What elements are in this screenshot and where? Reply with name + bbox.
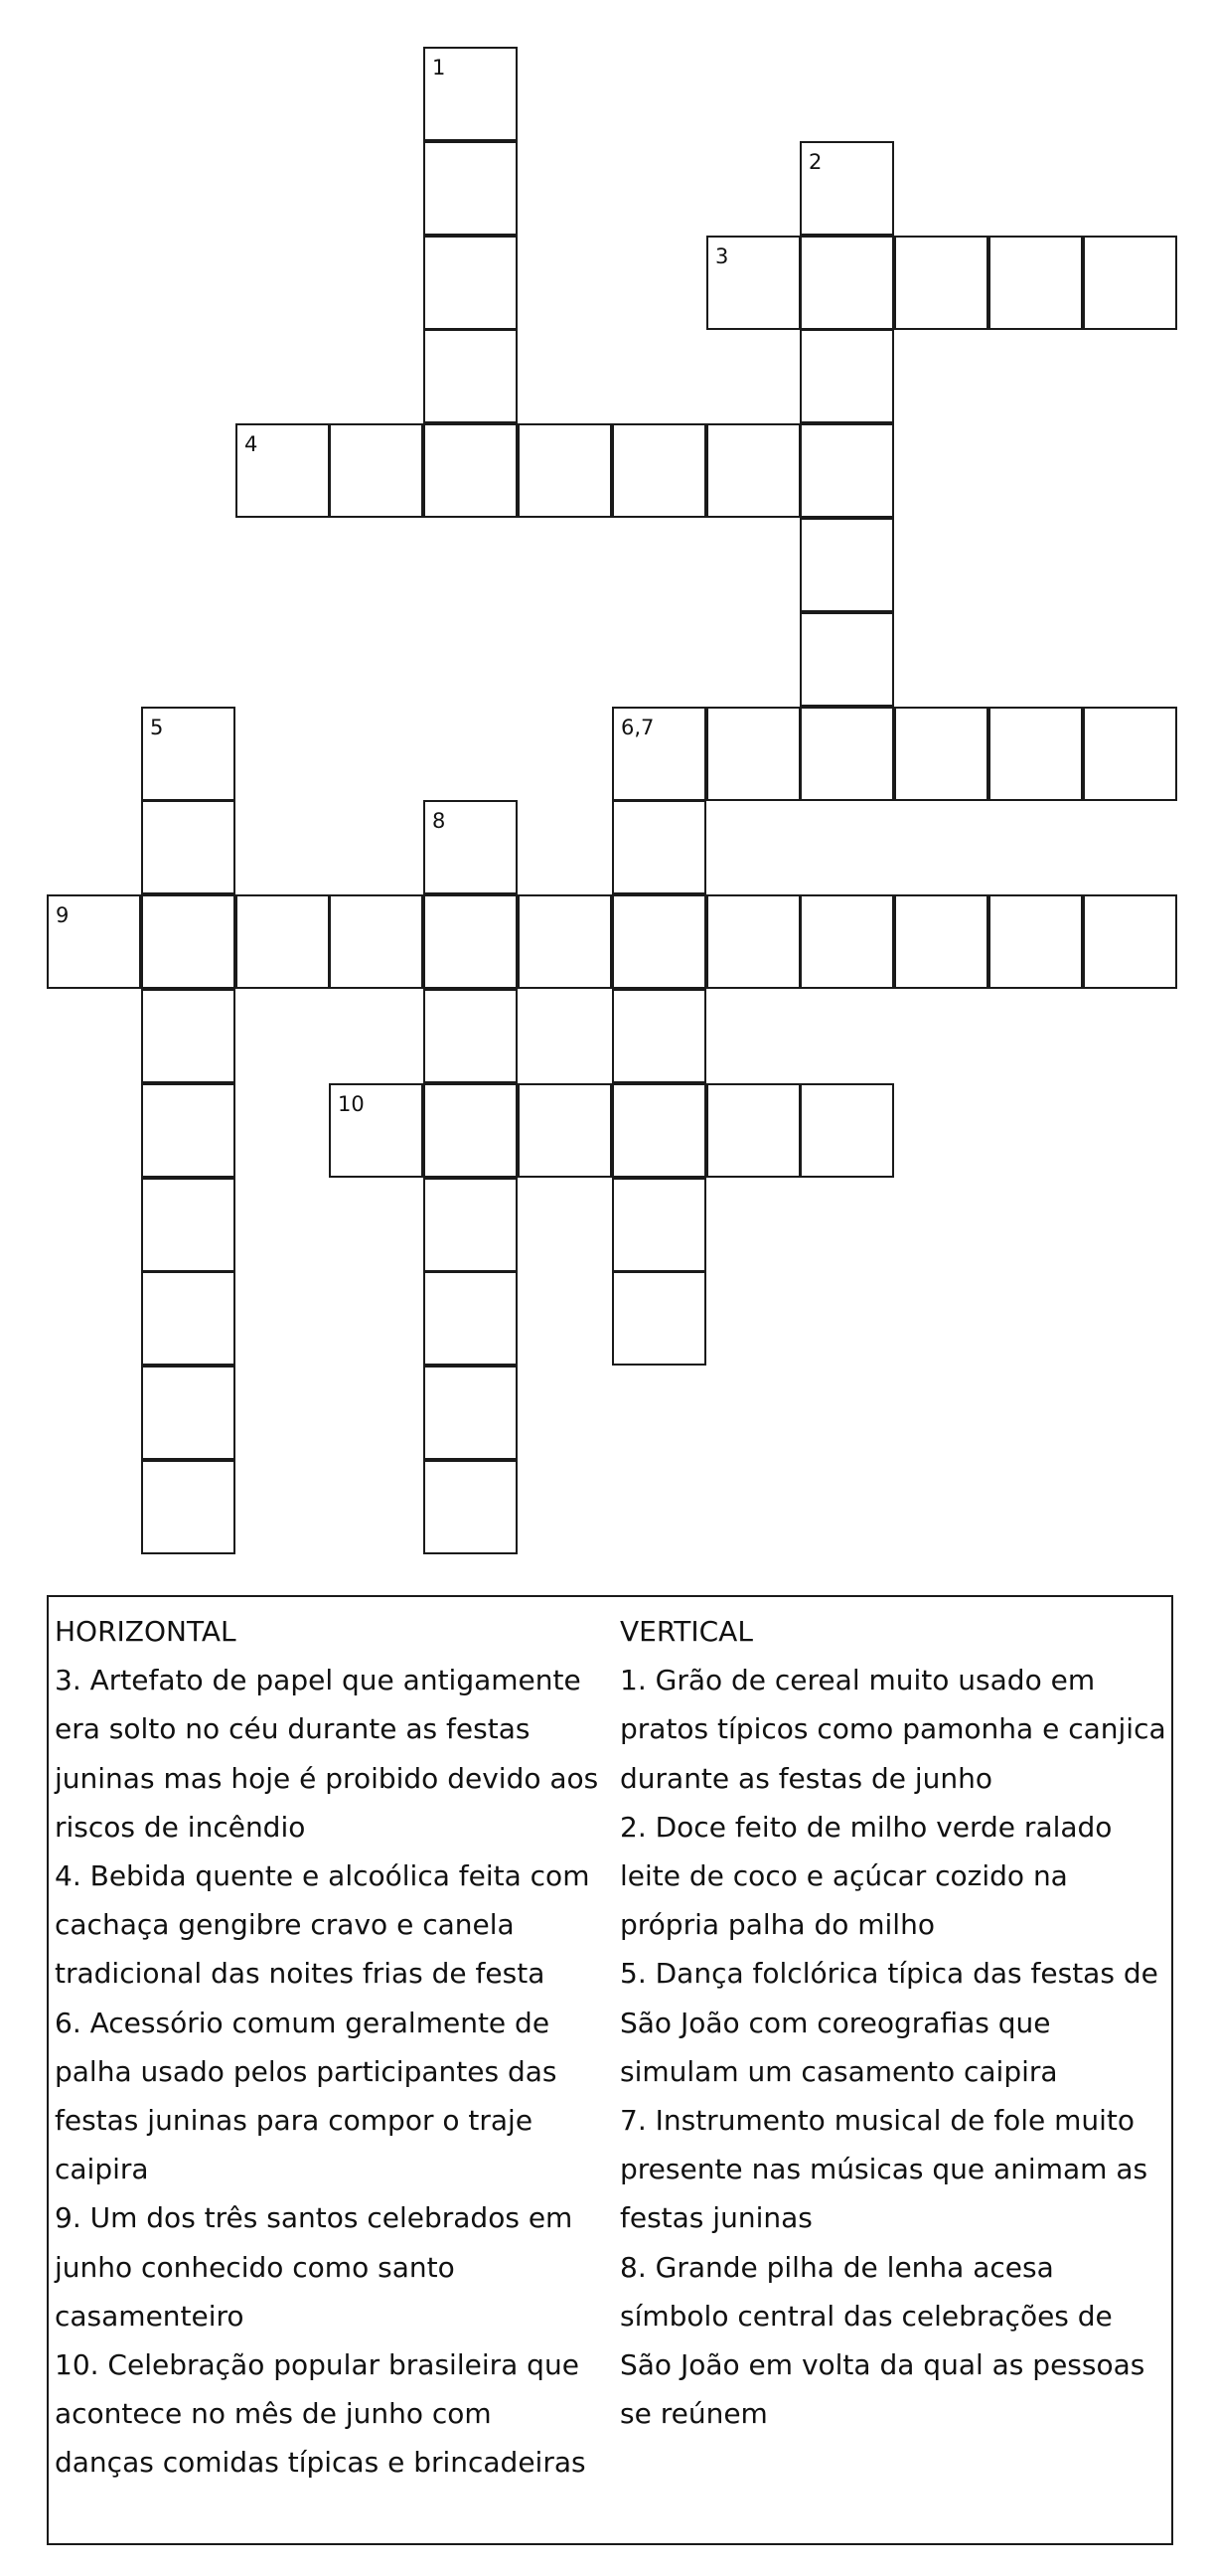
crossword-cell[interactable]	[800, 423, 894, 518]
crossword-cell[interactable]	[800, 236, 894, 330]
crossword-cell[interactable]	[612, 894, 706, 989]
clue-vertical-2: 2. Doce feito de milho verde ralado leite de coco e açúcar cozido na própria palha do milho	[620, 1810, 1113, 1942]
crossword-cell[interactable]	[423, 1366, 518, 1460]
crossword-cell[interactable]	[800, 1083, 894, 1178]
crossword-cell[interactable]	[800, 518, 894, 612]
clue-vertical-7: 7. Instrumento musical de fole muito presente nas músicas que animam as festas juninas	[620, 2104, 1148, 2235]
crossword-cell[interactable]	[518, 1083, 612, 1178]
crossword-cell[interactable]	[612, 1083, 706, 1178]
crossword-cell[interactable]	[612, 989, 706, 1083]
crossword-cell[interactable]	[423, 1178, 518, 1272]
crossword-cell[interactable]	[423, 1271, 518, 1366]
crossword-cell[interactable]	[706, 707, 801, 801]
crossword-cell[interactable]	[612, 707, 706, 801]
crossword-cell[interactable]	[706, 894, 801, 989]
crossword-cell[interactable]	[141, 1366, 235, 1460]
crossword-cell[interactable]	[141, 707, 235, 801]
crossword-cell[interactable]	[423, 800, 518, 894]
crossword-cell[interactable]	[612, 800, 706, 894]
crossword-cell[interactable]	[1083, 236, 1177, 330]
clue-number: 6,7	[621, 716, 655, 739]
crossword-cell[interactable]	[423, 236, 518, 330]
horizontal-title: HORIZONTAL	[55, 1615, 236, 1648]
crossword-cell[interactable]	[612, 1271, 706, 1366]
crossword-cell[interactable]	[141, 800, 235, 894]
clue-vertical-1: 1. Grão de cereal muito usado em pratos típicos como pamonha e canjica durante as festas de junho	[620, 1664, 1166, 1795]
crossword-cell[interactable]	[706, 423, 801, 518]
horizontal-clues	[55, 1607, 599, 2488]
crossword-cell[interactable]	[329, 894, 423, 989]
crossword-cell[interactable]	[800, 894, 894, 989]
clue-number: 10	[338, 1092, 365, 1116]
crossword-cell[interactable]	[235, 894, 330, 989]
crossword-cell[interactable]	[988, 894, 1083, 989]
crossword-cell[interactable]	[423, 47, 518, 141]
crossword-cell[interactable]	[423, 1460, 518, 1554]
crossword-cell[interactable]	[800, 707, 894, 801]
clue-number: 4	[244, 432, 258, 456]
vertical-title: VERTICAL	[620, 1615, 753, 1648]
crossword-cell[interactable]	[47, 894, 141, 989]
crossword-cell[interactable]	[141, 1460, 235, 1554]
clue-horizontal-3: 3. Artefato de papel que antigamente era solto no céu durante as festas juninas mas hoje é proibido devido aos riscos de incêndio	[55, 1664, 599, 1844]
crossword-cell[interactable]	[800, 141, 894, 236]
crossword-cell[interactable]	[612, 423, 706, 518]
clue-number: 9	[56, 903, 70, 927]
crossword-cell[interactable]	[988, 707, 1083, 801]
crossword-cell[interactable]	[1083, 894, 1177, 989]
crossword-cell[interactable]	[141, 894, 235, 989]
crossword-cell[interactable]	[518, 894, 612, 989]
crossword-cell[interactable]	[141, 1271, 235, 1366]
crossword-cell[interactable]	[235, 423, 330, 518]
clue-horizontal-10: 10. Celebração popular brasileira que acontece no mês de junho com danças comidas típicas e brincadeiras	[55, 2348, 586, 2480]
crossword-cell[interactable]	[894, 236, 988, 330]
clue-horizontal-4: 4. Bebida quente e alcoólica feita com cachaça gengibre cravo e canela tradicional das noites frias de festa	[55, 1859, 590, 1991]
crossword-cell[interactable]	[141, 989, 235, 1083]
crossword-cell[interactable]	[423, 1083, 518, 1178]
vertical-clues	[620, 1607, 1171, 2438]
crossword-cell[interactable]	[423, 894, 518, 989]
clue-horizontal-9: 9. Um dos três santos celebrados em junho conhecido como santo casamenteiro	[55, 2201, 573, 2333]
crossword-cell[interactable]	[800, 329, 894, 423]
crossword-cell[interactable]	[423, 141, 518, 236]
clue-number: 3	[715, 244, 729, 268]
clue-number: 5	[150, 716, 164, 739]
crossword-cell[interactable]	[988, 236, 1083, 330]
crossword-cell[interactable]	[329, 1083, 423, 1178]
crossword-cell[interactable]	[518, 423, 612, 518]
clue-horizontal-6: 6. Acessório comum geralmente de palha usado pelos participantes das festas juninas para compor o traje caipira	[55, 2006, 557, 2186]
crossword-cell[interactable]	[800, 612, 894, 707]
clue-vertical-8: 8. Grande pilha de lenha acesa símbolo central das celebrações de São João em volta da qual as pessoas se reúnem	[620, 2250, 1145, 2431]
crossword-cell[interactable]	[894, 894, 988, 989]
crossword-cell[interactable]	[423, 989, 518, 1083]
crossword-cell[interactable]	[423, 423, 518, 518]
crossword-cell[interactable]	[423, 329, 518, 423]
clue-number: 2	[809, 150, 823, 174]
crossword-cell[interactable]	[706, 1083, 801, 1178]
clues-box	[47, 1595, 1173, 2545]
clue-number: 8	[432, 809, 446, 833]
clue-vertical-5: 5. Dança folclórica típica das festas de São João com coreografias que simulam um casamento caipira	[620, 1957, 1158, 2088]
crossword-cell[interactable]	[1083, 707, 1177, 801]
crossword-cell[interactable]	[141, 1178, 235, 1272]
crossword-cell[interactable]	[141, 1083, 235, 1178]
crossword-cell[interactable]	[894, 707, 988, 801]
clue-number: 1	[432, 56, 446, 80]
crossword-cell[interactable]	[706, 236, 801, 330]
crossword-cell[interactable]	[612, 1178, 706, 1272]
crossword-cell[interactable]	[329, 423, 423, 518]
